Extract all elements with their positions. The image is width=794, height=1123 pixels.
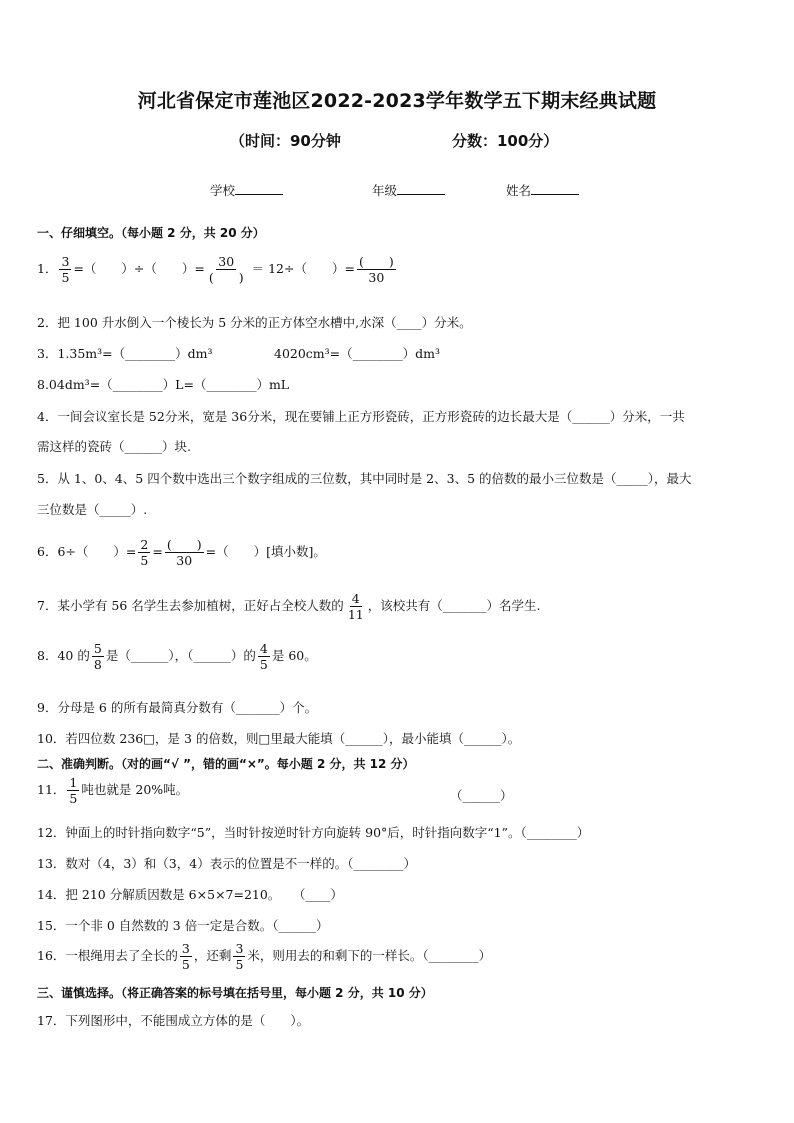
- question-13: 13．数对（4，3）和（3，4）表示的位置是不一样的。（________）: [37, 856, 416, 871]
- question-5-line-1: 5．从 1、0、4、5 四个数中选出三个数字组成的三位数，其中同时是 2、3、5 的倍数的最小三位数是（_____），最大: [37, 471, 692, 486]
- q7-text-2: ，该校共有（_______）名学生.: [367, 598, 541, 613]
- name-label: 姓名: [506, 183, 532, 198]
- score-label: 分数：100分）: [452, 132, 559, 150]
- question-12: 12．钟面上的时针指向数字“5”，当时针按逆时针方向旋转 90°后，时针指向数字“1”。（________）: [37, 825, 590, 840]
- q6-fraction-1: $\frac{2}{5}$: [138, 537, 150, 568]
- page-title: 河北省保定市莲池区2022-2023学年数学五下期末经典试题: [137, 90, 657, 112]
- q8-fraction-2: $\frac{4}{5}$: [258, 641, 270, 672]
- q6-text-2: =: [152, 544, 163, 559]
- section-3-heading: 三、谨慎选择。（将正确答案的标号填在括号里，每小题 2 分，共 10 分）: [37, 986, 433, 1000]
- question-3a: 3．1.35m³=（________）dm³: [37, 346, 213, 361]
- name-field: [506, 181, 579, 199]
- q16-fraction-1: $\frac{3}{5}$: [180, 941, 192, 972]
- q16-fraction-2: $\frac{3}{5}$: [233, 941, 245, 972]
- name-blank: [531, 182, 579, 195]
- time-label: （时间：90分钟: [230, 132, 341, 150]
- question-11: [37, 775, 188, 806]
- question-10: 10．若四位数 236□，是 3 的倍数，则□里最大能填（______），最小能填（______）。: [37, 731, 521, 746]
- q8-text-2: 是（______），（______）的: [105, 648, 256, 663]
- q11-text: 吨也就是 20%吨。: [81, 782, 189, 797]
- question-8: [37, 641, 317, 672]
- grade-blank: [397, 182, 445, 195]
- section-1-heading: 一、仔细填空。（每小题 2 分，共 20 分）: [37, 226, 265, 240]
- question-4-line-1: 4．一间会议室长是 52分米，宽是 36分米，现在要铺上正方形瓷砖，正方形瓷砖的边长最大是（______）分米，一共: [37, 409, 685, 424]
- q16-text-2: ，还剩: [193, 948, 232, 963]
- question-2: 2．把 100 升水倒入一个棱长为 5 分米的正方体空水槽中,水深（____）分米。: [37, 315, 472, 330]
- question-15: 15．一个非 0 自然数的 3 倍一定是合数。（______）: [37, 918, 329, 933]
- question-16: [37, 941, 491, 972]
- q11-answer-blank: （______）: [450, 788, 513, 803]
- q1-fraction-3: $\frac{( )}{30}$: [358, 254, 394, 285]
- q8-fraction-1: $\frac{5}{8}$: [92, 641, 104, 672]
- q8-text-1: 8．40 的: [37, 648, 90, 663]
- question-4-line-2: 需这样的瓷砖（______）块.: [37, 439, 191, 454]
- question-1: [37, 254, 398, 285]
- question-3b: 4020cm³=（________）dm³: [274, 346, 441, 361]
- q6-text-3: =（ ）[填小数]。: [205, 544, 326, 559]
- question-3c: 8.04dm³=（________）L=（________）mL: [37, 377, 290, 392]
- q1-fraction-2: $\frac{30}{( )}$: [208, 254, 244, 285]
- q1-number: 1．: [37, 261, 58, 276]
- q16-text-3: 米，则用去的和剩下的一样长。（________）: [247, 948, 492, 963]
- question-6: [37, 537, 326, 568]
- q1-fraction-1: $\frac{3}{5}$: [59, 254, 71, 285]
- q6-fraction-2: $\frac{( )}{30}$: [166, 537, 202, 568]
- question-17: 17．下列图形中，不能围成立方体的是（ ）。: [37, 1013, 310, 1028]
- school-label: 学校: [210, 183, 236, 198]
- grade-field: [372, 181, 445, 199]
- grade-label: 年级: [372, 183, 398, 198]
- question-14: 14．把 210 分解质因数是 6×5×7=210。 （____）: [37, 887, 343, 902]
- q1-text-2: ＝ 12÷（ ）=: [247, 261, 355, 276]
- q8-text-3: 是 60。: [271, 648, 317, 663]
- question-5-line-2: 三位数是（_____）.: [37, 502, 148, 517]
- q1-text-1: =（ ）÷（ ）=: [73, 261, 205, 276]
- question-9: 9．分母是 6 的所有最简真分数有（_______）个。: [37, 700, 318, 715]
- q16-text-1: 16．一根绳用去了全长的: [37, 948, 178, 963]
- q11-number: 11．: [37, 782, 66, 797]
- school-field: [210, 181, 283, 199]
- section-2-heading: 二、准确判断。（对的画“√ ”，错的画“×”。每小题 2 分，共 12 分）: [37, 757, 415, 771]
- q7-text-1: 7．某小学有 56 名学生去参加植树，正好占全校人数的: [37, 598, 344, 613]
- question-7: [37, 591, 540, 622]
- school-blank: [235, 182, 283, 195]
- q7-fraction: $\frac{4}{11}$: [347, 591, 364, 622]
- q6-text-1: 6．6÷（ ）=: [37, 544, 137, 559]
- q11-fraction: $\frac{1}{5}$: [67, 775, 79, 806]
